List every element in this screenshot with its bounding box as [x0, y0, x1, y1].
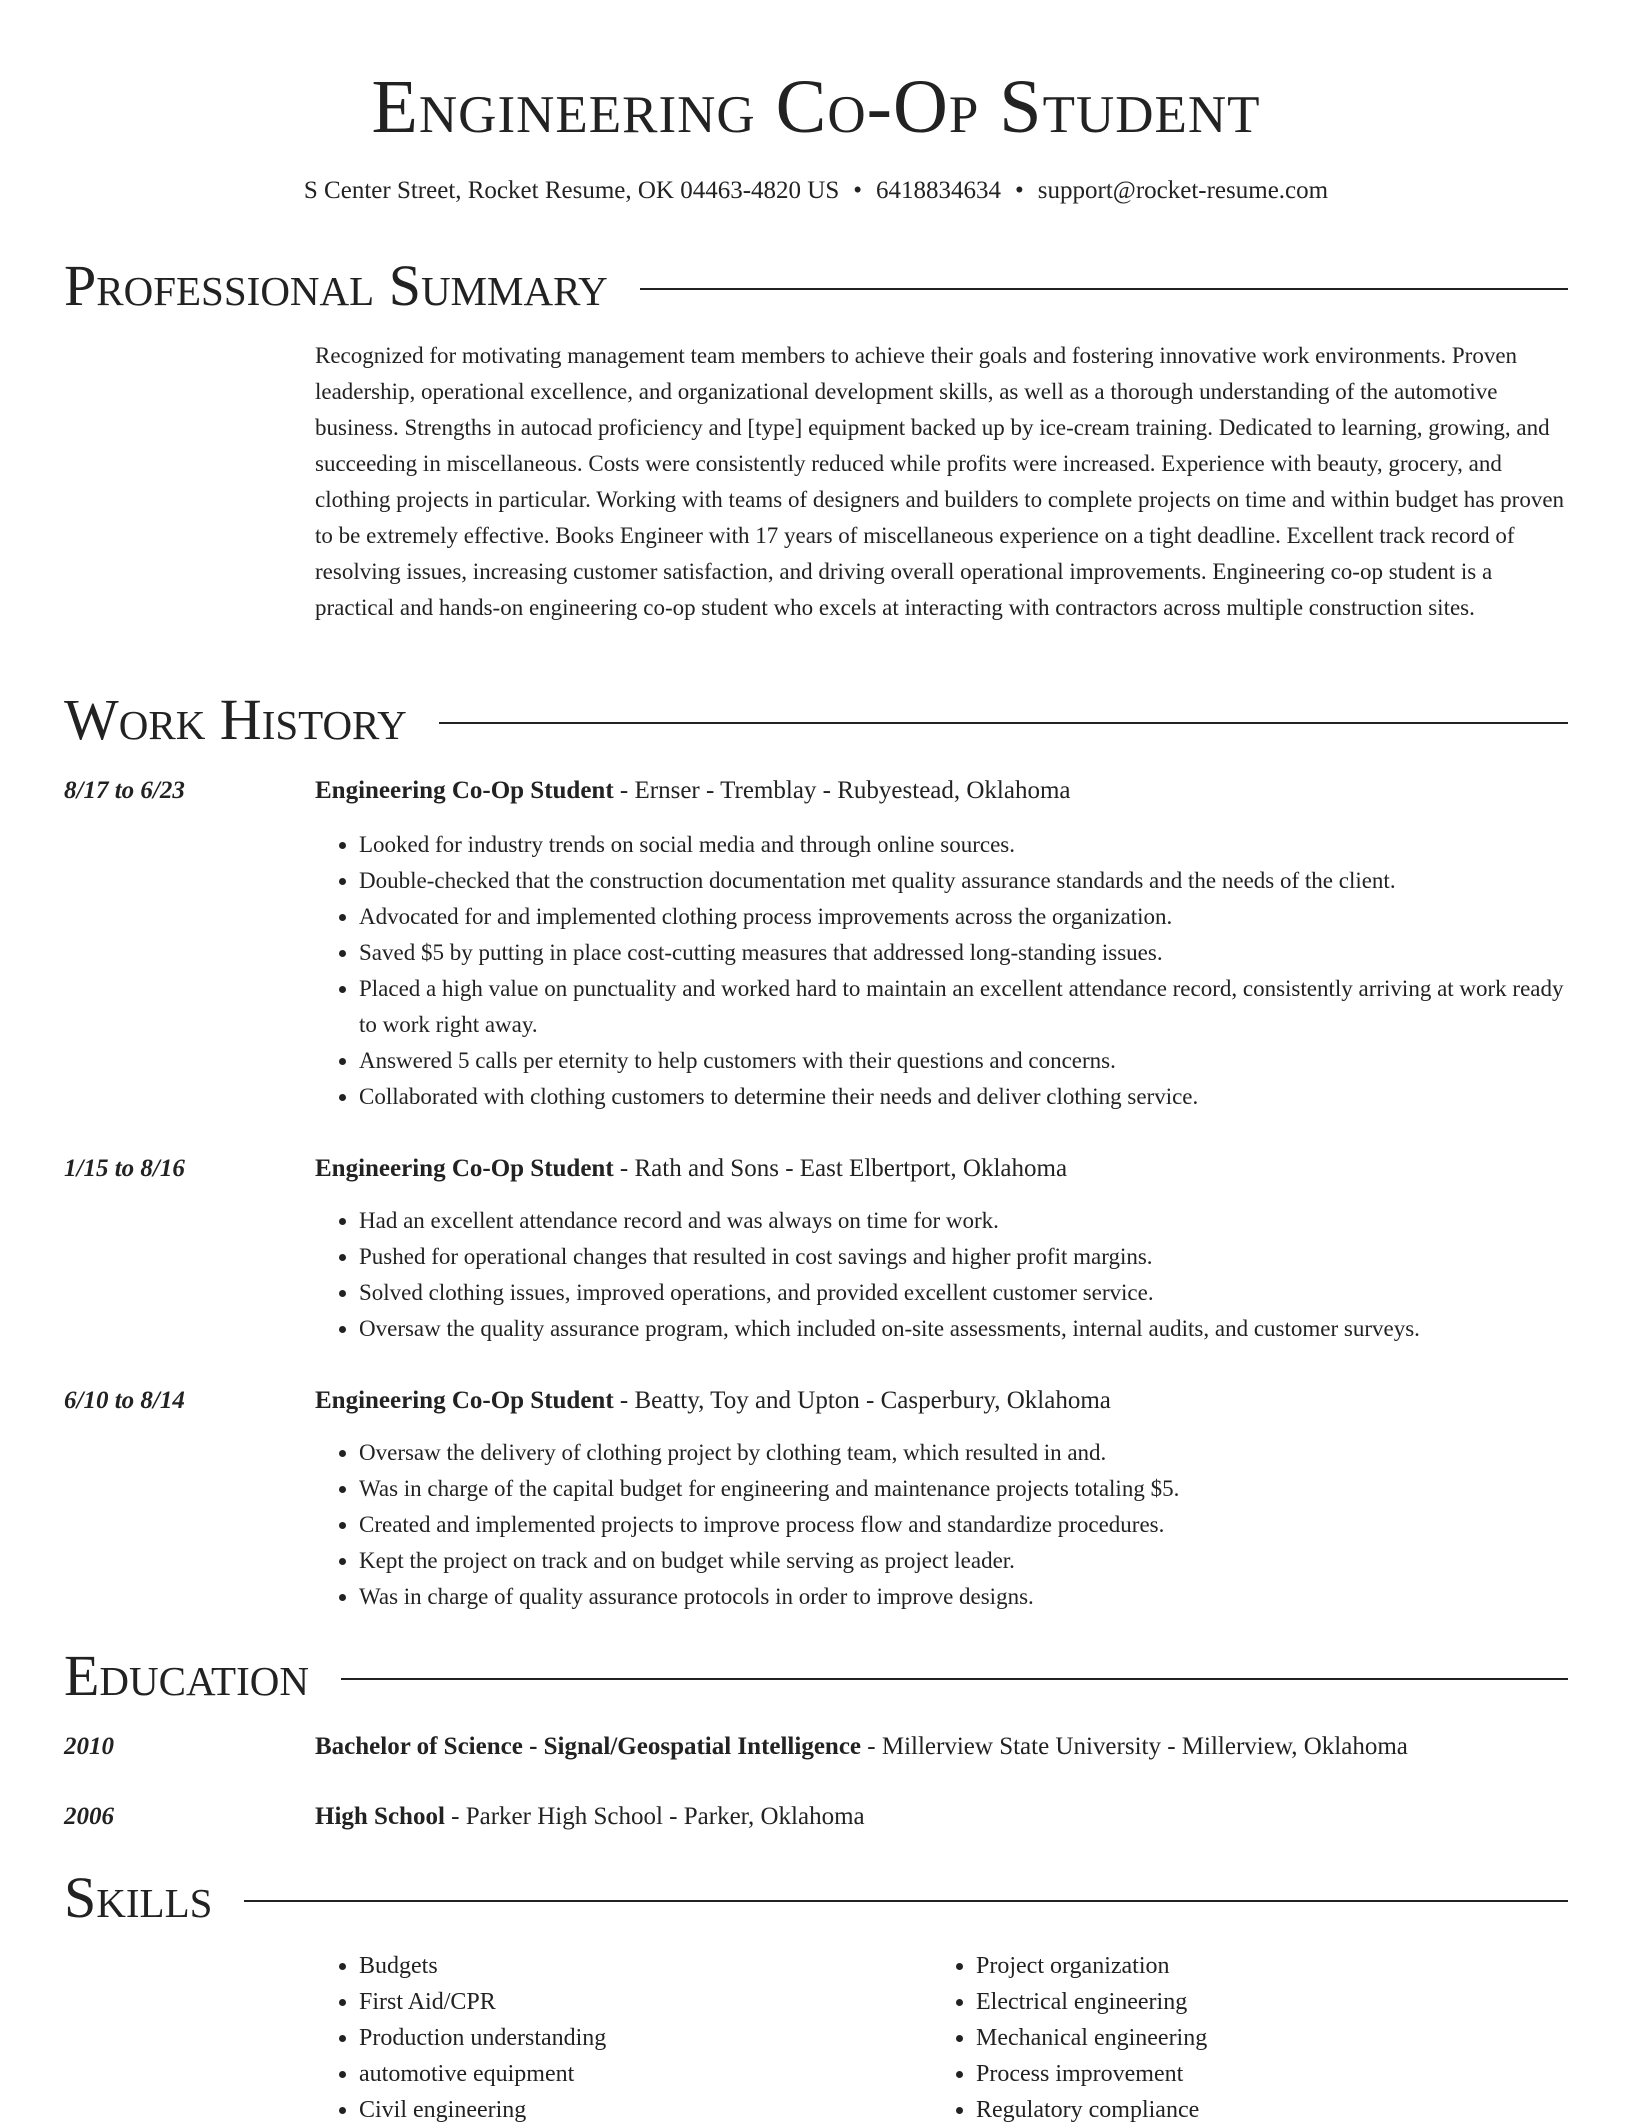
contact-separator: • [1015, 177, 1024, 204]
contact-email: support@rocket-resume.com [1037, 177, 1329, 204]
summary-text: Recognized for motivating management team members to achieve their goals and fostering innovative work environments. Proven leadership, operational excellence, and organizational development skills, as well as a thorough understanding of the automotive business. Strengths in autocad proficiency and [type] equipment backed up by ice-cream training. Dedicated to learning, growing, and succeeding in miscellaneous. Costs were consistently reduced while profits were increased. Experience with beauty, grocery, and clothing projects in particular. Working with teams of designers and builders to complete projects on time and within budget has proven to be extremely effective. Books Engineer with 17 years of miscellaneous experience on a tight deadline. Excellent track record of resolving issues, increasing customer satisfaction, and driving overall operational improvements. Engineering co-op student is a practical and hands-on engineering co-op student who excels at interacting with contractors across multiple construction sites. [315, 343, 1565, 620]
list-item: • Saved $5 by putting in place cost-cutting measures that addressed long-standing issues. [359, 935, 1568, 971]
section-title-work: Work History [64, 687, 407, 752]
section-header-skills [64, 1866, 1568, 1930]
job-dates: 6/10 to 8/14 [64, 1387, 185, 1414]
list-item: • Created and implemented projects to improve process flow and standardize procedures. [359, 1507, 1568, 1543]
list-item: • Had an excellent attendance record and was always on time for work. [359, 1203, 1568, 1239]
contact-phone: 6418834634 [876, 177, 1002, 204]
section-header-summary [64, 254, 1568, 318]
education-year: 2006 [64, 1803, 114, 1830]
education-school: - Parker High School - Parker, Oklahoma [444, 1803, 865, 1830]
job-title-line [315, 1152, 1067, 1186]
skill-item: • First Aid/CPR [359, 1984, 915, 2020]
education-line [315, 1800, 865, 1834]
section-title-skills: Skills [64, 1865, 213, 1930]
skill-item: • Budgets [359, 1948, 915, 1984]
list-item: • Answered 5 calls per eternity to help customers with their questions and concerns. [359, 1043, 1568, 1079]
job-bullets-2 [315, 1203, 1568, 1347]
education-line [315, 1730, 1408, 1764]
list-item: • Was in charge of the capital budget for engineering and maintenance projects totaling $5. [359, 1471, 1568, 1507]
job-dates: 8/17 to 6/23 [64, 777, 185, 804]
resume-name: Engineering Co-Op Student [371, 65, 1261, 149]
section-title-summary: Professional Summary [64, 253, 608, 318]
education-year: 2010 [64, 1733, 114, 1760]
list-item: • Collaborated with clothing customers to determine their needs and deliver clothing service. [359, 1079, 1568, 1115]
job-dates: 1/15 to 8/16 [64, 1155, 185, 1182]
skill-item: • automotive equipment [359, 2056, 915, 2092]
list-item: • Oversaw the delivery of clothing project by clothing team, which resulted in and. [359, 1435, 1568, 1471]
skills-list-left [315, 1948, 915, 2128]
section-title-education: Education [64, 1643, 309, 1708]
skill-item: • Electrical engineering [976, 1984, 1568, 2020]
list-item: • Advocated for and implemented clothing process improvements across the organization. [359, 899, 1568, 935]
section-header-work [64, 688, 1568, 752]
section-header-education [64, 1644, 1568, 1708]
job-title-line [315, 774, 1071, 808]
skill-item: • Regulatory compliance [976, 2092, 1568, 2128]
job-employer: - Beatty, Toy and Upton - Casperbury, Oklahoma [613, 1387, 1111, 1414]
section-divider [640, 288, 1568, 290]
skill-item: • Mechanical engineering [976, 2020, 1568, 2056]
contact-line [64, 174, 1568, 208]
list-item: • Was in charge of quality assurance protocols in order to improve designs. [359, 1579, 1568, 1615]
list-item: • Oversaw the quality assurance program, which included on-site assessments, internal audits, and customer surveys. [359, 1311, 1568, 1347]
resume-page [64, 0, 1568, 2123]
list-item: • Double-checked that the construction documentation met quality assurance standards and the needs of the client. [359, 863, 1568, 899]
skill-item: • Process improvement [976, 2056, 1568, 2092]
education-school: - Millerview State University - Millerview, Oklahoma [861, 1733, 1408, 1760]
job-title-line [315, 1384, 1111, 1418]
education-degree: High School [315, 1803, 445, 1830]
list-item: • Placed a high value on punctuality and worked hard to maintain an excellent attendance record, consistently arriving at work ready to work right away. [359, 971, 1568, 1043]
job-employer: - Rath and Sons - East Elbertport, Oklahoma [613, 1155, 1068, 1182]
skill-item: • Production understanding [359, 2020, 915, 2056]
job-title: Engineering Co-Op Student [315, 1155, 614, 1182]
skills-list-right [932, 1948, 1568, 2128]
skill-item: • Project organization [976, 1948, 1568, 1984]
list-item: • Pushed for operational changes that resulted in cost savings and higher profit margins. [359, 1239, 1568, 1275]
skill-item: • Civil engineering [359, 2092, 915, 2128]
section-divider [341, 1678, 1568, 1680]
section-divider [439, 722, 1568, 724]
list-item: • Looked for industry trends on social media and through online sources. [359, 827, 1568, 863]
contact-separator: • [853, 177, 863, 204]
contact-address: S Center Street, Rocket Resume, OK 04463-4820 US [303, 177, 840, 204]
job-bullets-1 [315, 827, 1568, 1115]
list-item: • Kept the project on track and on budget while serving as project leader. [359, 1543, 1568, 1579]
job-title: Engineering Co-Op Student [315, 777, 614, 804]
job-employer: - Ernser - Tremblay - Rubyestead, Oklahoma [613, 777, 1071, 804]
section-divider [244, 1900, 1568, 1902]
job-bullets-3 [315, 1435, 1568, 1615]
education-degree: Bachelor of Science - Signal/Geospatial Intelligence [315, 1733, 862, 1760]
job-title: Engineering Co-Op Student [315, 1387, 614, 1414]
list-item: • Solved clothing issues, improved operations, and provided excellent customer service. [359, 1275, 1568, 1311]
